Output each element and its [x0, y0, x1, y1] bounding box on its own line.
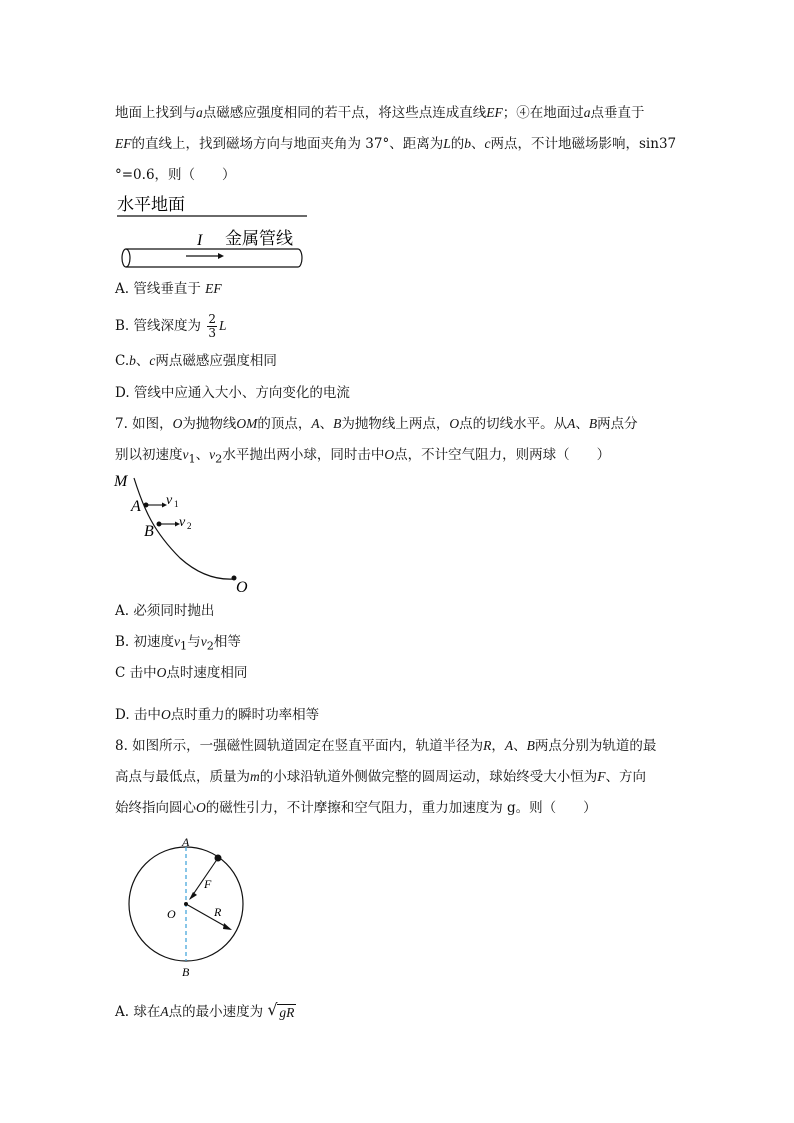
text: C 击中 — [115, 665, 157, 681]
q7-stem-line-2 — [115, 445, 610, 470]
text: B. 初速度 — [115, 634, 175, 650]
text: B. 管线深度为 — [115, 318, 202, 334]
text: 点的切线水平。从 — [459, 416, 568, 432]
q8-stem-line-1 — [115, 736, 656, 756]
current-label: I — [197, 232, 203, 249]
label-A: A — [131, 498, 141, 515]
text: A. 必须同时抛出 — [115, 603, 215, 619]
q8-stem-line-2 — [115, 767, 646, 787]
pipe-label: 金属管线 — [225, 229, 293, 248]
var: L — [443, 136, 451, 151]
text: A. 球在 — [115, 1004, 161, 1020]
q7-stem-line-1 — [115, 414, 638, 434]
label-B: B — [144, 523, 154, 540]
text: 两点磁感应强度相同 — [155, 353, 277, 369]
var: v — [182, 447, 189, 462]
text: 两点分别为轨道的最 — [534, 738, 657, 754]
text: 点的最小速度为 — [168, 1004, 264, 1020]
label-O: O — [167, 907, 176, 921]
radicand: gR — [279, 1004, 295, 1020]
var: O — [172, 416, 183, 431]
pipe-right-end — [298, 249, 302, 267]
q6-intro-line-3 — [115, 165, 236, 185]
var: F — [597, 769, 606, 784]
text: D. 管线中应通入大小、方向变化的电流 — [115, 385, 350, 401]
text: 8. 如图所示，一强磁性圆轨道固定在竖直平面内，轨道半径为 — [115, 738, 484, 754]
text: D. 击中 — [115, 707, 161, 723]
force-F-arrowhead — [189, 892, 197, 900]
var: b — [464, 136, 471, 151]
denominator: 3 — [208, 326, 216, 340]
text: 、 — [575, 416, 589, 432]
current-arrowhead — [218, 253, 224, 259]
text: 相等 — [213, 634, 241, 650]
q7-option-a — [115, 601, 214, 621]
text: 的 — [450, 136, 465, 152]
var: O — [156, 665, 167, 680]
var: B — [526, 738, 535, 753]
q6-intro-line-1 — [115, 103, 645, 123]
text: 点，不计空气阻力，则两球（ ） — [394, 447, 611, 463]
subscript: 1 — [188, 452, 196, 466]
var: A — [567, 416, 576, 431]
text: 的直线上，找到磁场方向与地面夹角为 37°、距离为 — [131, 136, 444, 152]
text: 、 — [319, 416, 334, 432]
text: C. — [115, 353, 130, 369]
figure-pipe — [112, 192, 312, 272]
var: c — [149, 353, 156, 368]
text: 两点分 — [597, 416, 638, 432]
text: 、方向 — [605, 769, 646, 785]
var: EF — [115, 136, 132, 151]
subscript: 2 — [206, 639, 214, 653]
label-B: B — [182, 965, 190, 979]
text: 、 — [135, 353, 150, 369]
text: 、 — [471, 136, 485, 152]
var: v — [174, 634, 181, 649]
text: 两点，不计地磁场影响，sin37 — [490, 136, 677, 152]
var: O — [384, 447, 395, 462]
q6-option-d — [115, 383, 350, 403]
var: a — [196, 105, 203, 120]
text: 高点与最低点，质量为 — [115, 769, 250, 785]
sqrt-expression — [267, 999, 296, 1023]
var: v — [209, 447, 216, 462]
var: L — [218, 318, 227, 333]
var: OM — [236, 416, 258, 431]
text: 、 — [195, 447, 210, 463]
text: 点时速度相同 — [166, 665, 248, 681]
var: O — [449, 416, 460, 431]
numerator: 2 — [208, 312, 216, 326]
var: a — [583, 105, 591, 120]
ground-label: 水平地面 — [117, 195, 185, 214]
figure-parabola — [110, 470, 260, 598]
text: A. 管线垂直于 — [115, 281, 201, 297]
label-M: M — [114, 473, 128, 490]
text: 水平抛出两小球，同时击中 — [222, 447, 385, 463]
text: 的顶点， — [257, 416, 312, 432]
var: B — [333, 416, 342, 431]
label-F: F — [204, 877, 212, 891]
var: EF — [486, 105, 503, 120]
text: 始终指向圆心 — [115, 800, 196, 816]
label-v2: v — [179, 515, 186, 530]
text: 的磁性引力，不计摩擦和空气阻力，重力加速度为 g。则（ ） — [205, 800, 597, 816]
q6-option-a — [115, 279, 222, 299]
var: B — [588, 416, 598, 431]
var: v — [200, 634, 207, 649]
subscript: 1 — [180, 639, 188, 653]
q6-option-b — [115, 313, 226, 340]
text: 点磁感应强度相同的若干点，将这些点连成直线 — [202, 105, 487, 121]
text: 、 — [513, 738, 527, 754]
q8-option-a — [115, 999, 296, 1023]
pipe-body — [126, 249, 298, 267]
radius-line — [186, 904, 230, 929]
var: EF — [205, 281, 222, 296]
label-A: A — [182, 835, 190, 849]
var: m — [250, 769, 260, 784]
label-O: O — [236, 579, 248, 596]
text: °=0.6，则（ ） — [115, 167, 236, 183]
sqrt-sign: √ — [267, 999, 278, 1019]
figure-circle-track — [120, 830, 250, 982]
var: A — [160, 1004, 169, 1019]
var: O — [160, 707, 171, 722]
var: c — [484, 136, 491, 151]
text: 7. 如图， — [115, 416, 173, 432]
text: ；④在地面过 — [502, 105, 584, 121]
radius-arrowhead — [223, 923, 232, 930]
label-v1-sub: 1 — [174, 499, 179, 509]
text: ， — [491, 738, 505, 754]
text: 为抛物线上两点， — [341, 416, 450, 432]
text: 与 — [187, 634, 201, 650]
q8-stem-line-3 — [115, 798, 597, 818]
q7-option-c — [115, 663, 247, 683]
pipe-left-end — [122, 249, 130, 267]
q6-option-c — [115, 351, 277, 371]
text: 的小球沿轨道外侧做完整的圆周运动，球始终受大小恒为 — [259, 769, 598, 785]
q6-intro-line-2 — [115, 134, 676, 154]
label-v1: v — [166, 493, 173, 508]
label-R: R — [214, 905, 222, 919]
text: 为抛物线 — [182, 416, 237, 432]
subscript: 2 — [215, 452, 223, 466]
var: A — [504, 738, 514, 753]
fraction — [207, 313, 217, 340]
text: 地面上找到与 — [115, 105, 196, 121]
label-v2-sub: 2 — [187, 521, 192, 531]
var: R — [483, 738, 492, 753]
q7-option-b — [115, 632, 241, 657]
var: b — [129, 353, 136, 368]
text: 别以初速度 — [115, 447, 183, 463]
text: 点时重力的瞬时功率相等 — [170, 707, 320, 723]
q7-option-d — [115, 705, 319, 725]
var: O — [196, 800, 206, 815]
text: 点垂直于 — [590, 105, 645, 121]
var: A — [311, 416, 320, 431]
